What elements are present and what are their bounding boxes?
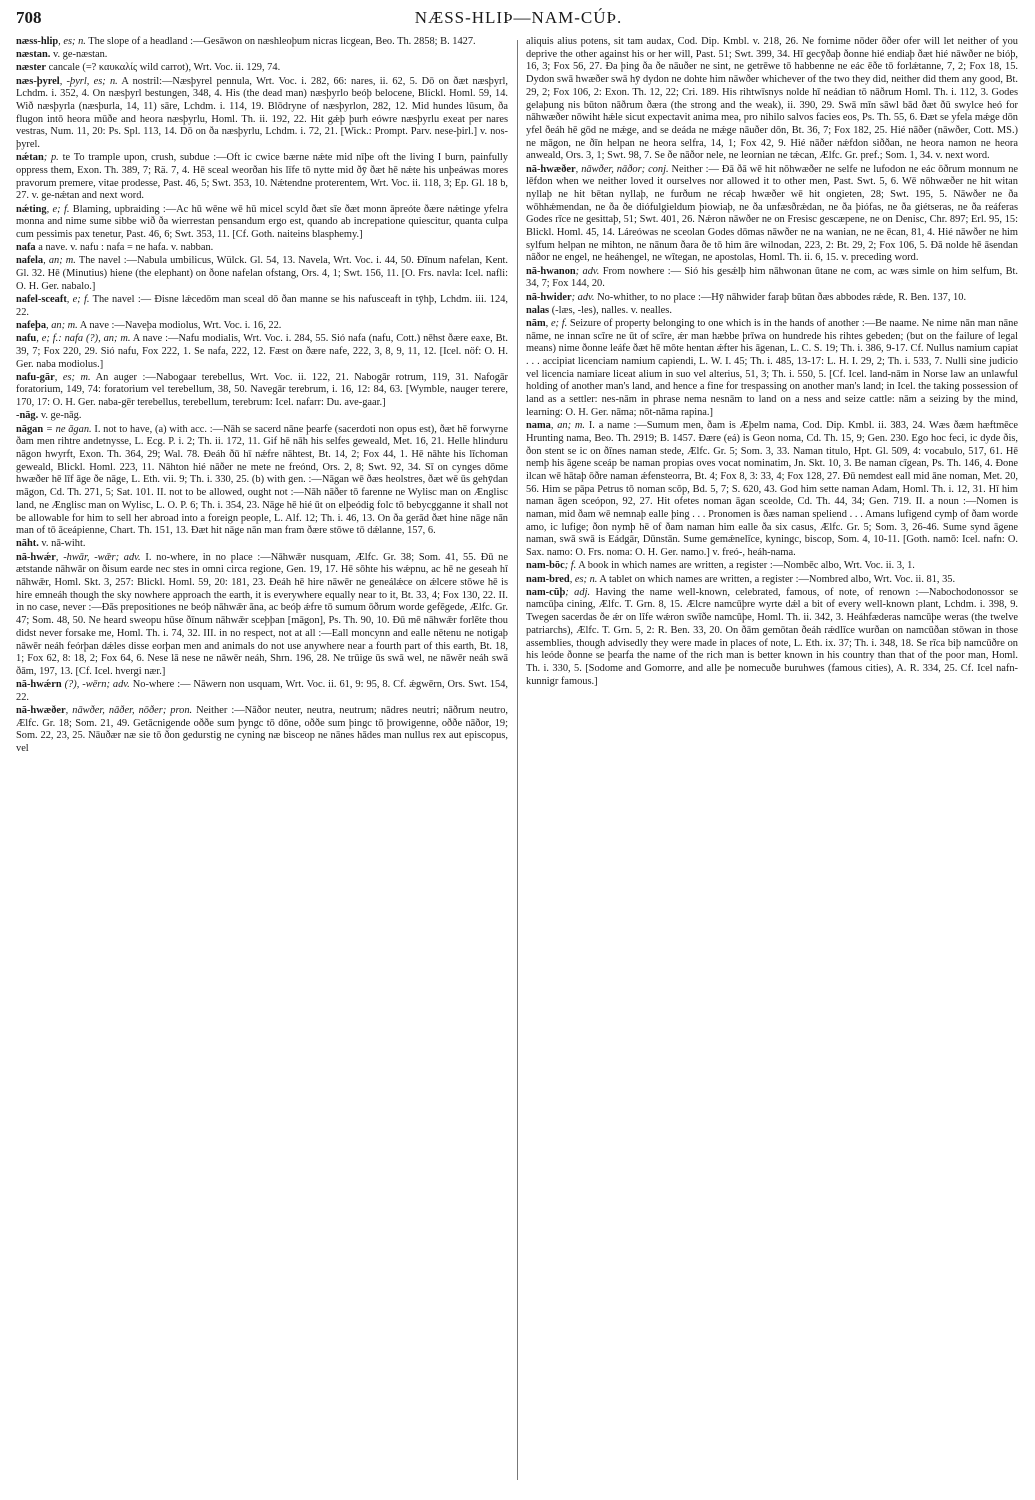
dictionary-entry <box>526 318 1018 420</box>
headword: nǽting <box>16 203 47 215</box>
grammar-note: , nāwðer, nāðer, nōðer; pron. <box>65 705 193 717</box>
page-number: 708 <box>16 8 42 27</box>
dictionary-entry <box>16 538 508 551</box>
headword: nam-bred <box>526 573 570 585</box>
dictionary-entry <box>16 372 508 410</box>
dictionary-entry <box>526 292 1018 305</box>
headword: næstan. <box>16 49 51 61</box>
dictionary-entry <box>16 410 508 423</box>
page-header <box>16 6 1021 36</box>
dictionary-entry <box>16 679 508 704</box>
running-title: NÆSS-HLIÞ—NAM-CÚÞ. <box>414 8 623 27</box>
dictionary-entry <box>16 294 508 319</box>
headword: nāgan <box>16 423 44 435</box>
grammar-note: , nāwðer, nāðor; conj. <box>575 163 669 175</box>
headword: -nāg. <box>16 410 39 422</box>
dictionary-body <box>16 36 1021 1488</box>
dictionary-entry <box>16 552 508 679</box>
grammar-note: , es; n. <box>58 36 86 47</box>
entry-text: A nave :—Nafu modialis, Wrt. Voc. i. 284, 55. Sió nafa (nafu, Cott.) nēhst ðære eaxe, Bt. 39, 7; Fox 220, 29. Sió nafu, Fox 222, 1. Se nafa, 222, 12. Fæst on ðære nafe, 222, 3, 8, 9, 11, 12. [Icel. nöf: O. H. Ger. naba modiolus.] <box>16 333 508 370</box>
grammar-note: , an; m. <box>550 420 586 432</box>
grammar-note: , an; m. <box>43 255 76 267</box>
entry-text: Having the name well-known, celebrated, famous, of note, of renown :—Nabochodonossor se namcūþa cining, Ælfc. T. Grn. 8, 15. Ælcre namcūþre wyrte dǽl a bit of every well-known plant, Lchdm. i. 398, 9. Twegen sacerdas ðe ǽr on līfe wǽron swīðe namcūþe, Homl. Th. ii. 342, 3. Heáhfæderas namcūþe weras (the twelve patriarchs), Ælfc. T. Grn. 5, 2: R. Ben. 33, 20. On ðām gemōtan ðeáh rǽdlīce wurðan on namcūðan stōwan in those assemblies, though advisedly they were made in places of note, L. Eth. ix. 37; Th. i. 348, 18. Se rīca biþ namcūðre on his leóde ðonne se þearfa the name of the rich man is better known in his country than that of the poor man, Homl. Th. i. 330, 5. [Sodome and Gomorre, and alle þe nomecuðe buruhwes (famous cities), A. R. 334, 25. Cf. Icel nafn-kunnigr famous.] <box>526 586 1018 687</box>
dictionary-entry <box>526 36 1018 163</box>
dictionary-entry <box>16 76 508 152</box>
headword: nam-bōc <box>526 560 565 572</box>
headword: nafela <box>16 255 44 267</box>
dictionary-entry <box>526 587 1018 689</box>
headword: nǽtan <box>16 152 44 164</box>
headword: nā-hwæðer <box>16 705 66 717</box>
dictionary-entry <box>526 305 1018 318</box>
grammar-note: ; adj. <box>565 586 591 598</box>
dictionary-entry <box>526 574 1018 587</box>
headword: næss-hlip <box>16 36 59 47</box>
headword: nafel-sceaft <box>16 294 67 306</box>
headword: nā-hwanon <box>526 265 576 277</box>
entry-text: v. nā-wiht. <box>38 538 86 550</box>
entry-text: I. a name :—Sumum men, ðam is Æþelm nama, Cod. Dip. Kmbl. ii. 383, 24. Wæs ðæm hæftmēce Hrunting nama, Beo. Th. 2919; B. 1457. Ðære (eá) is Geon noma, Cd. Th. 15, 9; Gen. 230. Ego hoc feci, ic dyde ðis, ðon stent se ic on ðīnes naman stede, Ælfc. Gr. 5; Som. 3, 33. Naman titulo, Hpt. Gl. 509, 4: vocabulo, 517, 61. Hē nemþ his āgene sceáp be naman propias oves vocat nominatim, Jn. Skt. 10, 3. Be naman cīgean, Ps. Th. 146, 4. Ðone ilcan wē hātaþ ōðre naman ǽfensteorra, Bt. 4; Fox 8, 3: 33, 4; Fox 128, 27. Ðū nemdest eall mid āne noman, Met. 20, 56. Him se pāpa Petrus tō noman scōp, Bd. 5, 7; S. 620, 43. God him sette naman Adam, Homl. Th. i. 12, 31. Hī him naman āgen sceópon, 92, 27. Hit ofetes noman āgan sceolde, Cd. Th. 44, 34; Gen. 719. II. a noun :—Nomen is naman, mid ðam wē nemnaþ ealle þing . . . Pronomen is ðæs naman speliend . . . Amans lufigend cymþ of ðam worde amo, ic lufige; ðon nymþ hē of ðam naman him ealle ða six casus, Ælfc. Gr. 5; Som. 3, 26-46. Sume synd āgene naman, swā swā is Eádgār, Dūnstān. Sume gemǽnelīce, kyningc, biscop, Som. 4, 10-11. [Goth. namō: Icel. nafn: O. Sax. namo: O. Frs. noma: O. H. Ger. namo.] v. freó-, heáh-nama. <box>526 420 1018 559</box>
entry-text: a nave. v. nafu : nafa = ne hafa. v. nabban. <box>35 242 214 254</box>
dictionary-entry <box>16 424 508 538</box>
dictionary-entry <box>526 560 1018 573</box>
headword: næs-þyrel <box>16 75 60 87</box>
grammar-note: ; adv. <box>575 265 600 277</box>
grammar-note: , es; m. <box>54 371 91 383</box>
dictionary-entry <box>16 320 508 333</box>
grammar-note: (?), -wērn; adv. <box>61 679 130 691</box>
entry-text: te To trample upon, crush, subdue :—Oft ic cwice bærne nǽte mid nīþe oft the living I burn, painfully oppress them, Exon. Th. 389, 7; Rä. 7, 4. Hē sceal weorðan his līfe tō nytte mid ðȳ ðæt hē nǽte his unþeáwas mores pravorum premere, vitae prodesse, Past. 46, 5; Swt. 353, 10. Nǽtendne proterentem, Wrt. Voc. ii. 118, 3; Ep. Gl. 18 b, 27. v. ge-nǽtan and next word. <box>16 152 508 202</box>
dictionary-entry <box>16 242 508 255</box>
entry-text: (-læs, -les), nalles. v. nealles. <box>549 304 672 316</box>
entry-text: Seizure of property belonging to one which is in the hands of another :—Be naame. Ne nime nān man nāne nāme, ne innan scīre ne ūt of scīre, ǽr man hæbbe þrīwa on hundrede his rihtes gebeden; (but on the failure of legal means) nime ðonne leáfe ðæt hē mōte hentan ǽfter his āgenan, L. C. S. 19; Th. i. 386, 9-17. Cf. Nullus namium capiat . . . accipiat licenciam namium capiendi, L. W. I. 45; Th. i. 485, 13-17: L. H. I. 29, 2; Th. i. 533, 7. Nulli sine judicio vel licencia namiare liceat alium in suo vel alterius, 51, 3; Th. i. 550, 5. [Cf. Icel. land-nām in Norse law an unlawful holding of another man's land, and hence a fine for trespassing on another man's land; in Icel. the taking possession of land as a settler: nes-nām in phrase nema nesnām to land on a ness and seize cattle: nām a seizing by the mind, learning: O. H. Ger. nāma; nōt-nāma rapina.] <box>526 317 1018 418</box>
dictionary-entry <box>16 333 508 371</box>
entry-text: A nostril:—Næsþyrel pennula, Wrt. Voc. i. 282, 66: nares, ii. 62, 5. Dō on ðæt næsþyrl, Lchdm. i. 352, 4. On næsþyrl bestungen, 348, 4. His (the dead man) næsþyrlo beóþ belocene, Blickl. Homl. 59, 14. Wið næsþyrla (næsþurla, 14, 11) sāre, Lchdm. i. 114, 19. Blōdryne of næsþyrlon, 282, 12. Mid hundes lūsum, ða flugon intō heora mūðe and heora næsþyrlu, Homl. Th. ii. 192, 22. Hit gǽþ þurh eówre næsþyrlu exeat per nares vestras, Num. 11, 20: Ps. Spl. 113, 14. Dō on ða næsþyrlu, Lchdm. i. 72, 21. [Wick.: Prompt. Parv. nese-þirl.] v. nos-þyrel. <box>16 75 508 151</box>
dictionary-entry <box>526 164 1018 266</box>
entry-text: Neither :—Nāðor neuter, neutra, neutrum; nādres neutri; nāðrum neutro, Ælfc. Gr. 18; Som. 21, 49. Getācnigende oððe sum þyngc tō dōne, oððe sum þingc tō þrowigenne, oððe nāðor, 19; Som. 22, 23, 25. Nāuðær næ sie tō ðon gedurstig ne cyning næ bisceop ne nānes hādes man nullus rex aut episcopus, vel <box>16 705 508 755</box>
headword: nām <box>526 317 546 329</box>
dictionary-entry <box>16 36 508 49</box>
headword: nalas <box>526 304 550 316</box>
headword: nāht. <box>16 538 39 550</box>
left-column <box>16 36 508 1488</box>
dictionary-entry <box>526 420 1018 560</box>
grammar-note: , e; f.: nafa (?), an; m. <box>36 333 131 345</box>
headword: nam-cūþ <box>526 586 566 598</box>
dictionary-entry <box>16 152 508 203</box>
headword: nafeþa <box>16 319 47 331</box>
grammar-note: , e; f. <box>46 203 70 215</box>
entry-text: An auger :—Nabogaar terebellus, Wrt. Voc. ii. 122, 21. Nabogār rotrum, 119, 31. Nafogār foratorium, 149, 74: foratorium vel terebellum, 38, 50. Navegār terebrum, i. 16, 12: 84, 63. [Wymble, nauger terere, 170, 17: O. H. Ger. naba-gēr terebellus, terebellum, terebrum: Icel. nafarr: Du. ave-gaar.] <box>16 371 508 409</box>
dictionary-entry <box>526 266 1018 291</box>
headword: nā-hwǽrn <box>16 679 62 691</box>
entry-text: v. ge-næstan. <box>50 49 108 61</box>
entry-text: A nave :—Naveþa modiolus, Wrt. Voc. i. 16, 22. <box>77 319 282 331</box>
dictionary-entry <box>16 204 508 242</box>
dictionary-entry <box>16 255 508 293</box>
grammar-note: , e; f. <box>545 317 568 329</box>
entry-text: The slope of a headland :—Gesāwon on næshleoþum nicras licgean, Beo. Th. 2858; B. 1427. <box>85 36 476 47</box>
headword: nā-hwǽr <box>16 551 56 563</box>
column-rule <box>517 40 518 1480</box>
right-column <box>526 36 1018 1488</box>
headword: nā-hwider <box>526 291 572 303</box>
entry-text: aliquis alius potens, sit tam audax, Cod. Dip. Kmbl. v. 218, 26. Ne fornime nōder ōðer ofer will let neither of you deprive the other against his or her will, Past. 51; Swt. 399, 34. Hī gecȳðaþ ðonne hié endiaþ ðæt hié nāwðer ne bióþ, 16, 3; Fox 56, 27. Ða þing ða ðe nāuðer ne sint, ne getrēwe tō habbenne ne eác ēðe tō forlǽtanne, 7, 2; Fox 18, 15. Dydon swā hwæðer swā hȳ dydon ne dohte him nāwðer whichever of the two they did, neither did them any good, Bt. 29, 2; Fox 106, 2: Exon. Th. 12, 22; Cri. 189. His rihtwīsnys nolde hī neádian tō nāðrum Homl. Th. i. 112, 3. Godes gelaþung nis būton nāðrum ðæra (the strong and the weak), ii. 390, 29. Swā mīn sāwl bād ðæt ðū swylce heó for nāhwæðer nōwiht hǽle sicut expectavit anima mea, pro nihilo salvos facies eos, Ps. Th. 55, 6. Ðæt se yfela mǽge dōn yfel ðeáh hē gōd ne mǽge, and se deáda ne mǽge nāuðer dōn, Bt. 36, 7; Fox 182, 25. Hié nāðer (nāwðer, Cott. MS.) ne māgon, ne ðīn helpan ne heora selfra, 14, 1; Fox 42, 9. Hié nāðer nǽfdon siððan, ne heora namon ne heora anweald, Ors. 3, 1; Swt. 98, 7. Se ðe nāðor nele, ne leornian ne tǽcan, Ælfc. Gr. pref.; Som. 1, 34. v. next word. <box>526 36 1018 162</box>
grammar-note: , -þyrl, es; n. <box>59 75 118 87</box>
grammar-note: , -hwār, -wǣr; adv. <box>55 551 141 563</box>
entry-text: The navel :— Ðisne lǽcedōm man sceal dō ðan manne se his nafusceaft in tȳhþ, Lchdm. iii. 124, 22. <box>16 294 508 318</box>
headword: nama <box>526 420 551 432</box>
dictionary-entry <box>16 49 508 62</box>
headword: nafa <box>16 242 36 254</box>
grammar-note: ; adv. <box>571 291 595 303</box>
entry-text: A book in which names are written, a register :—Nombēc albo, Wrt. Voc. ii. 3, 1. <box>576 560 915 572</box>
headword: næster <box>16 62 47 74</box>
grammar-note: ; p. <box>43 152 59 164</box>
entry-text: I. not to have, (a) with acc. :—Nāh se sacerd nāne þearfe (sacerdoti non opus est), ðæt hē forwyrne ðam men rihtre andetnysse, L. Ecg. P. i. 2; Th. ii. 172, 11. Gif hē nāh his selfes geweald, Met. 16, 21. Helle hlinduru nāgon hwyrft, Exon. Th. 364, 29; Wal. 78. Ðeáh ðū hī nǽfre nāhtest, Bt. 14, 2; Fox 44, 1. Hē nāhte his līchoman geweald, Blickl. Homl. 223, 11. Nāhton hié nāðer ne mete ne freónd, Ors. 2, 8; Swt. 92, 34. Sī on cynges dōme hwæðer hē līf āge ðe nāge, L. Eth. vii. 9; Th. i. 330, 25. (b) with gen. :—Nāgan wē ðæs heolstres, ðæt wē ūs gehȳdan māgon, Cd. Th. 271, 5; Sat. 101. II. not to be allowed, ought not :—Nāh nāðer tō farenne ne Wylisc man on Ænglisc land, ne Ænglisc man on Wylisc, L. O. P. 6; Th. i. 354, 23. Nāge hē hié ūt on elþeódig folc tō bebycgganne it shall not be allowable for him to sell her abroad into a foreign people, L. Alf. 12; Th. i. 46, 13. On ða gerād ðæt hine nāge nān man of tō āceápienne, Chart. Th. 151, 13. Ðæt hit nāge nān man fram ðære stōwe tō dǽlanne, 157, 6. <box>16 423 508 537</box>
entry-text: No-whither, to no place :—Hȳ nāhwider faraþ būtan ðæs abbodes rǽde, R. Ben. 137, 10. <box>594 291 967 303</box>
grammar-note: , es; n. <box>569 573 598 585</box>
grammar-note: , e; f. <box>66 294 90 306</box>
entry-text: A tablet on which names are written, a register :—Nombred albo, Wrt. Voc. ii. 81, 35. <box>597 573 956 585</box>
grammar-note: ; f. <box>564 560 577 572</box>
entry-text: From nowhere :— Sió his gesǽlþ him nāhwonan ūtane ne com, ac wæs simle on him selfum, Bt. 34, 7; Fox 144, 20. <box>526 265 1018 290</box>
entry-text: cancale (=? καυκαλίς wild carrot), Wrt. Voc. ii. 129, 74. <box>46 62 281 74</box>
entry-text: v. ge-nāg. <box>38 410 82 422</box>
entry-text: Neither :— Ðā ðā wē hit nōhwæðer ne selfe ne lufodon ne eác ōðrum monnum ne lēfdon when we neither loved it ourselves nor allowed it to other men, Past. Swt. 5, 6. Wē nōhwæðer ne hit witan nyllaþ ne hit bētan nyllaþ, ne furðum ne récaþ hwæðer wē hit ongieten, 28; Swt. 195, 5. Nāwðer ne ða wōhhǽmendan, ne ða ðe diófulgieldum þiowiaþ, ne ða unfæsðrǽdan, ne ða þiófas, ne ða giétseras, ne ða reáferas Godes rīce ne gesittaþ, 51; Swt. 401, 26. Nǽron nāwðer ne on Fresisc gescæpene, ne on Denisc, Chr. 897; Erl. 95, 15: Blickl. Homl. 45, 14. Láreówas ne sceolan Godes dōmas nāwðer ne na wanian, ne ne ēcan, 81, 4. Hié nāwðer ne him sylfum helpan ne mihton, ne nānum ðara ðe tō him āre wilnodan, 223, 2: Bt. 29, 2; Fox 106, 5. Ðā nolde hē āsendan nāðor ne engel, ne heáhengel, ne wītegan, ne apostolas, Homl. Th. ii. 6, 15. v. preceding word. <box>526 163 1018 264</box>
entry-text: Blaming, upbraiding :—Ac hū wēne wē hū micel scyld ðæt sīe ðæt monn āpreóte ðære nǽtinge yfelra monna and nime sume sibbe wið ða wierrestan pensandum ergo est, quando ab increpatione quiescitur, quanta culpa cum pessimis pax tenetur, Past. 46, 6; Swt. 353, 11. [Cf. Goth. naiteins blasphemy.] <box>16 203 508 241</box>
entry-text: No-where :— Nāwern non usquam, Wrt. Voc. ii. 61, 9: 95, 8. Cf. ǽgwērn, Ors. Swt. 154, 22. <box>16 679 508 703</box>
headword: nā-hwæðer <box>526 163 576 175</box>
grammar-note: , an; m. <box>46 319 78 331</box>
entry-text: I. no-where, in no place :—Nāhwǣr nusquam, Ælfc. Gr. 38; Som. 41, 55. Ðū ne ætstande nāhwār on ðisum earde nec stes in omni circa regione, Gen. 19, 17. Hē sōhte his wǽpnu, ac hē ne geseah hī nāhwǣr, Homl. Skt. 3, 257: Blickl. Homl. 59, 20: 181, 23. Ðeáh hē hire nāwēr ne geneálǽce on ǽlcere stōwe hē is hire emneáh though the sky nowhere approach the earth, it is everywhere equally near to it, Bt. 33, 4; Fox 130, 22. II. in no case, never :—Ðās prepositiones ne beóþ nāhwǣr āna, ac beóþ ǽfre tō sumum ōðrum worde gefēgede, Ælfc. Gr. 47; Som. 48, 50. Ne heard sweopu hūse ðīnum nāhwǣr sceþþan [māgon], Ps. Th. 90, 10. Ðū mē nāhwǣr forlēte thou didst never forsake me, Homl. Th. i. 74, 32. III. in no respect, not at all :—Eall moncynn and ealle nētenu ne notigaþ nāwēr neáh feórþan dǽles disse eorþan men and animals do not use anywhere near a fourth part of this earth, Bt. 18, 1; Fox 62, 8: 18, 2; Fox 64, 6. Nese lā nese ne nāwēr neáh, Shrn. 196, 28. Ne trūige ūs swā wel, ne nāwēr neáh swā ðām, 197, 13. [Cf. Icel. hvergi nær.] <box>16 551 508 677</box>
headword: nafu <box>16 333 37 345</box>
headword: nafu-gār <box>16 371 55 383</box>
dictionary-entry <box>16 705 508 756</box>
dictionary-entry <box>16 62 508 75</box>
entry-text: The navel :—Nabula umbilicus, Wülck. Gl. 54, 13. Navela, Wrt. Voc. i. 44, 50. Ðīnum nafelan, Kent. Gl. 32. Hē (Minutius) hiene (the elephant) on ðone nafelan ofstang, Ors. 4, 1; Swt. 156, 11. [O. Frs. navla: Icel. nafli: O. H. Ger. nabalo.] <box>16 255 508 292</box>
grammar-note: = ne āgan. <box>43 423 92 435</box>
